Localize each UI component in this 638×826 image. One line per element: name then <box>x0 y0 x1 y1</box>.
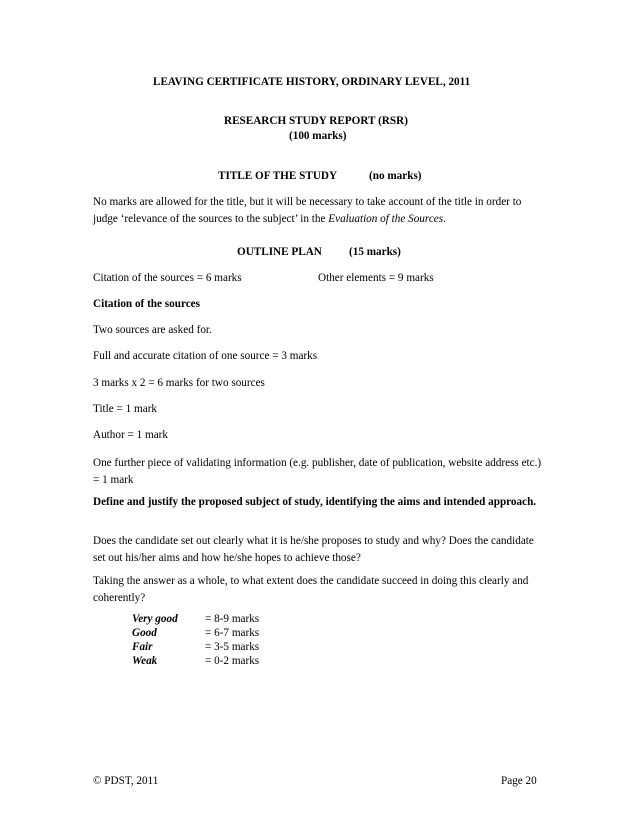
grade-value: = 0-2 marks <box>205 655 260 667</box>
grade-value: = 8-9 marks <box>205 613 260 625</box>
title-section-text <box>93 194 549 228</box>
grade-term: Weak <box>132 655 158 667</box>
title-mark-line: Title = 1 mark <box>93 403 158 415</box>
document-title: LEAVING CERTIFICATE HISTORY, ORDINARY LEVEL, 2011 <box>153 76 471 88</box>
footer-page-number: Page 20 <box>501 775 537 787</box>
define-question-paragraph: Does the candidate set out clearly what it is he/she proposes to study and why? Does the candidate set out his/her aims and how he/she hopes to achieve those? <box>93 535 534 564</box>
title-section-marks: (no marks) <box>369 170 422 182</box>
grade-value: = 6-7 marks <box>205 627 260 639</box>
footer-copyright: © PDST, 2011 <box>93 775 159 787</box>
title-text-end: . <box>443 213 446 225</box>
title-section-heading: TITLE OF THE STUDY <box>218 170 338 182</box>
grade-value: = 3-5 marks <box>205 641 260 653</box>
full-citation-line: Full and accurate citation of one source = 3 marks <box>93 350 318 362</box>
report-subtitle: RESEARCH STUDY REPORT (RSR) <box>224 115 408 127</box>
total-marks: (100 marks) <box>289 130 347 142</box>
taking-answer-paragraph: Taking the answer as a whole, to what extent does the candidate succeed in doing this clearly and coherently? <box>93 575 529 604</box>
three-x-two-line: 3 marks x 2 = 6 marks for two sources <box>93 377 265 389</box>
two-sources-line: Two sources are asked for. <box>93 324 212 336</box>
outline-heading: OUTLINE PLAN <box>237 246 322 258</box>
outline-marks: (15 marks) <box>349 246 401 258</box>
author-mark-line: Author = 1 mark <box>93 429 168 441</box>
title-text-emphasis: Evaluation of the Sources <box>328 213 444 225</box>
further-piece-paragraph: One further piece of validating information (e.g. publisher, date of publication, website address etc.) = 1 mark <box>93 457 542 486</box>
citation-marks-line: Citation of the sources = 6 marks <box>93 272 242 284</box>
other-marks-line: Other elements = 9 marks <box>318 272 434 284</box>
title-text-main: No marks are allowed for the title, but it will be necessary to take account of the title in order to judge ‘relevance of the sources to the subject’ in the <box>93 196 522 225</box>
define-heading: Define and justify the proposed subject of study, identifying the aims and intended approach. <box>93 496 537 508</box>
grade-term: Fair <box>132 641 153 653</box>
grade-term: Good <box>132 627 157 639</box>
citation-heading: Citation of the sources <box>93 298 200 310</box>
grade-term: Very good <box>132 613 178 625</box>
